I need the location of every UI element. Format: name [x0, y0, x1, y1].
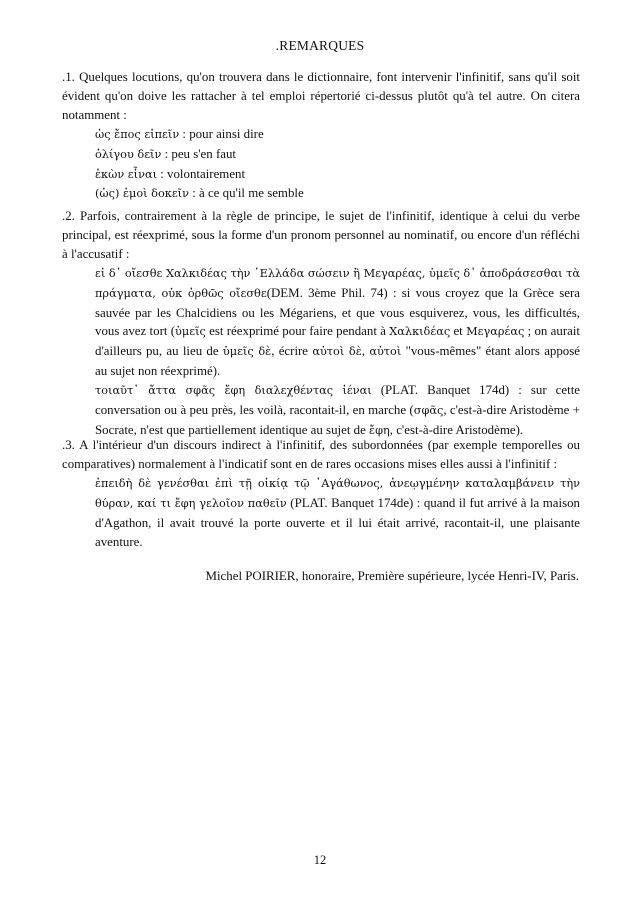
greek-phrase: (ὡς) ἐμοὶ δοκεῖν — [95, 187, 189, 201]
example-text: , écrire — [271, 344, 313, 359]
example-text: , — [361, 344, 370, 359]
greek-word: Μεγαρέας — [466, 325, 525, 339]
example-text: ; on aurait d'ailleurs pu, au lieu de — [95, 324, 580, 359]
remark-2-example-2 — [62, 381, 580, 441]
greek-quote: εἰ δ᾽ οἴεσθε Χαλκιδέας τὴν ῾Ελλάδα σώσειν ἢ Μεγαρέας, ὑμεῖς δ᾽ ἀποδράσεσθαι τὰ πράγματα, οὐκ ὀρθῶς οἴεσθε — [95, 266, 580, 300]
example-text: est réexprimé pour faire pendant à — [205, 324, 390, 339]
greek-quote: ἐπειδὴ δὲ γενέσθαι ἐπὶ τῇ οἰκίᾳ τῷ ᾽Αγάθωνος, ἀνεῳγμένην καταλαμβάνειν τὴν θύραν, καί τι ἔφη γελοῖον παθεῖν — [95, 476, 580, 510]
remark-2-intro: .2. Parfois, contrairement à la règle de principe, le sujet de l'infinitif, identique à celui du verbe principal, est réexprimé, sous la forme d'un pronom personnel au nominatif, ou encore d'un réfléchi à l'accusatif : — [62, 209, 580, 261]
remark-3-example-1 — [62, 474, 580, 552]
remark-2 — [62, 207, 580, 441]
remark-3-intro: .3. A l'intérieur d'un discours indirect à l'infinitif, des subordonnées (par exemple temporelles ou comparatives) normalement à l'indicatif sont en de rares occasions mises elles aussi à l'infinitif : — [62, 438, 580, 471]
remark-1-intro: .1. Quelques locutions, qu'on trouvera dans le dictionnaire, font intervenir l'infinitif, sans qu'il soit évident qu'on doive les rattacher à tel emploi répertorié ci-dessus plutôt qu'à tel autre. On citera notamment : — [62, 70, 580, 122]
gloss: : à ce qu'il me semble — [188, 186, 304, 201]
example-text: et — [450, 324, 467, 339]
page-number: 12 — [313, 853, 327, 867]
page-title: .REMARQUES — [275, 38, 365, 53]
example-text: , c'est-à-dire Aristodème + Socrate, n'est que partiellement identique au sujet de — [95, 403, 580, 437]
example-text: , c'est-à-dire Aristodème). — [389, 422, 524, 437]
greek-word: αὐτοὶ — [369, 345, 402, 359]
greek-word: σφᾶς — [413, 404, 444, 418]
remark-1 — [62, 68, 580, 204]
example-line — [62, 145, 580, 165]
remark-3 — [62, 436, 580, 551]
author-signature: Michel POIRIER, honoraire, Première supérieure, lycée Henri-IV, Paris. — [205, 569, 579, 583]
example-text: (PLAT. Banquet 174de) : quand il fut arrivé à la maison d'Agathon, il avait trouvé la porte ouverte et il lui était arrivé, racontait-il, une plaisante aventure. — [95, 495, 580, 549]
gloss: : pour ainsi dire — [179, 126, 264, 141]
example-text: (DEM. 3ème Phil. 74) : si vous croyez que la Grèce sera sauvée par les Chalcidiens ou les Mégariens, et que vous esquiverez, vous, les difficultés, vous avez tort ( — [95, 285, 580, 339]
greek-quote: τοιαῦτ᾽ ἄττα σφᾶς ἔφη διαλεχθέντας ἰέναι — [95, 384, 372, 398]
example-text: "vous-mêmes" étant alors apposé au sujet non réexprimé). — [95, 344, 580, 379]
greek-word: αὐτοὶ δὲ — [312, 345, 362, 359]
greek-word: ὑμεῖς δὲ — [222, 345, 272, 359]
remark-2-example-1 — [62, 264, 580, 381]
gloss: : peu s'en faut — [161, 146, 236, 161]
example-line — [62, 184, 580, 204]
example-text: (PLAT. Banquet 174d) : sur cette conversation ou à peu près, les voilà, racontait-il, en marche ( — [95, 383, 580, 418]
greek-phrase: ὀλίγου δεῖν — [95, 147, 162, 161]
greek-word: ὑμεῖς — [175, 325, 206, 339]
greek-word: Χαλκιδέας — [389, 325, 451, 339]
gloss: : volontairement — [157, 166, 246, 181]
greek-word: ἔφη — [369, 423, 390, 437]
example-line — [62, 165, 580, 185]
example-line — [62, 125, 580, 145]
greek-phrase: ἑκὼν εἶναι — [95, 167, 158, 181]
greek-phrase: ὡς ἔπος εἰπεῖν — [95, 127, 180, 141]
